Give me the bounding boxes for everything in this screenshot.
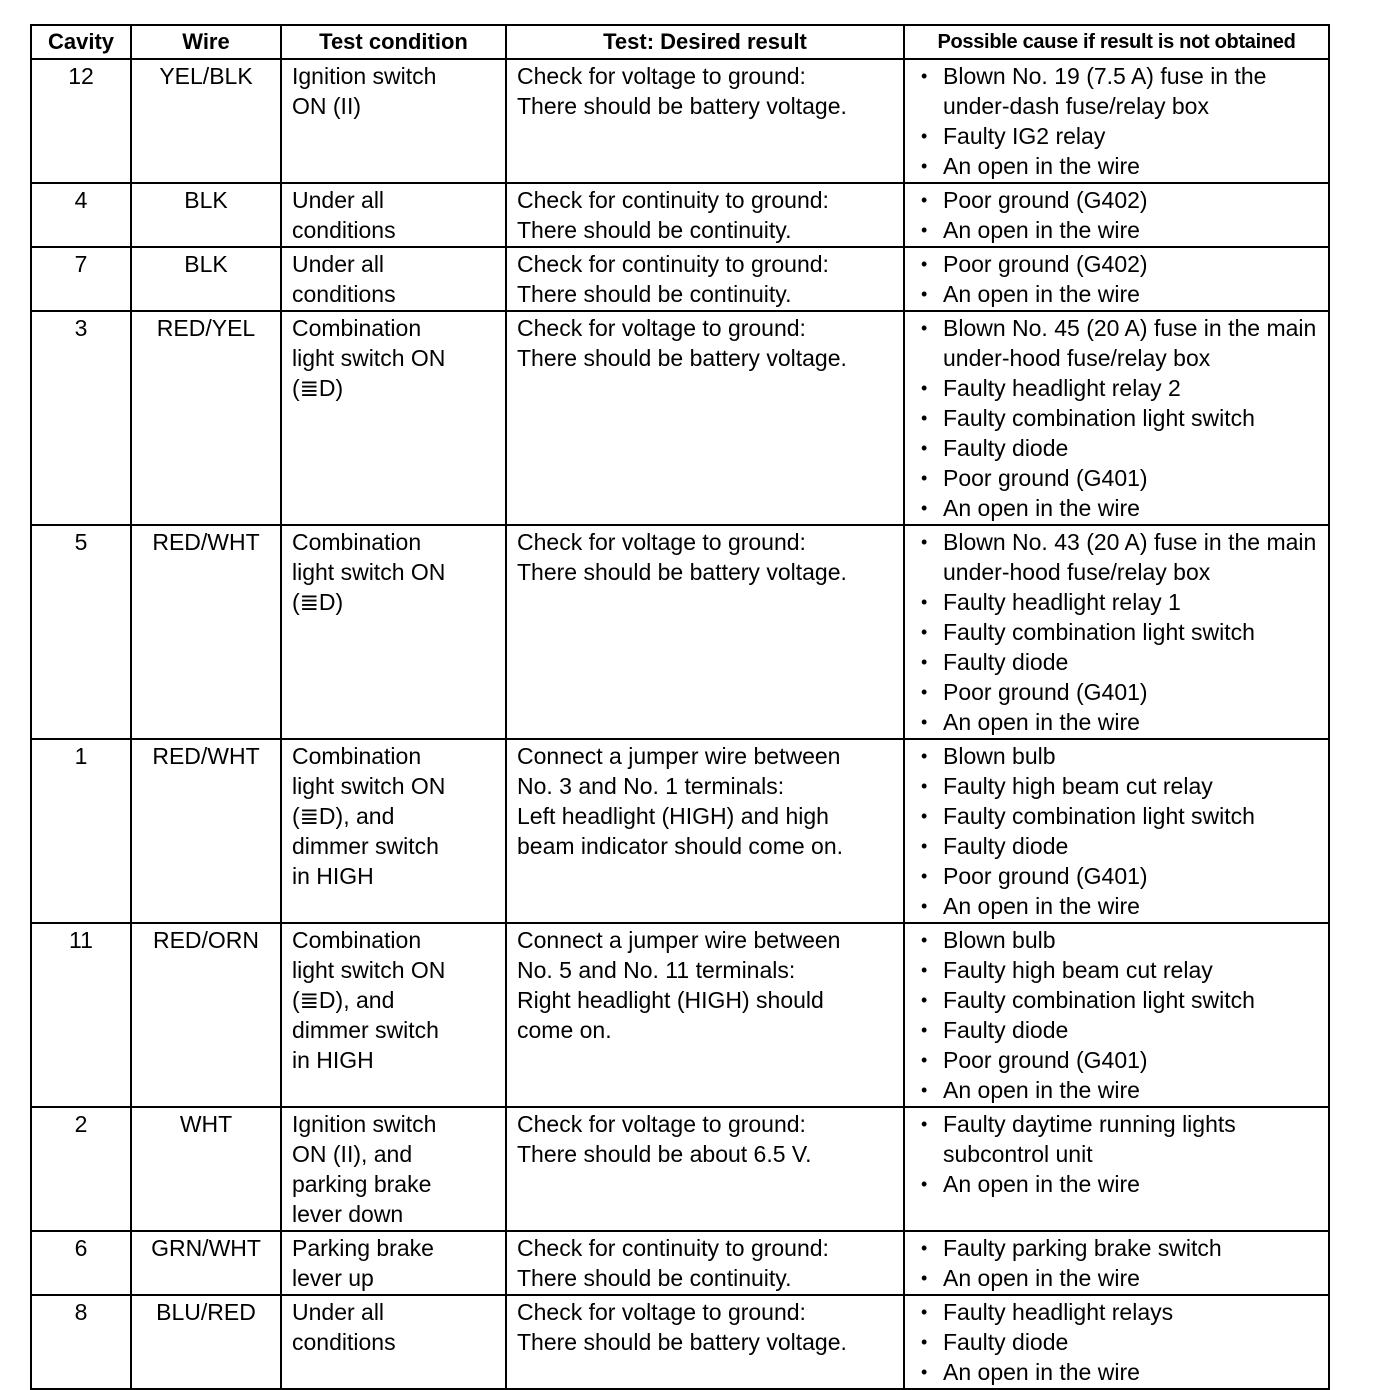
cause-item: • An open in the wire	[915, 1263, 1322, 1293]
cause-item: • Poor ground (G402)	[915, 185, 1322, 215]
cause-item: • An open in the wire	[915, 493, 1322, 523]
possible-cause-cell	[904, 923, 1329, 1107]
cause-item: • An open in the wire	[915, 1075, 1322, 1105]
cause-item: • Faulty diode	[915, 647, 1322, 677]
cause-item: • Blown No. 43 (20 A) fuse in the main under-hood fuse/relay box	[915, 527, 1322, 587]
wire-cell: RED/WHT	[131, 739, 281, 923]
table-row	[31, 525, 1329, 739]
cause-item: • Faulty diode	[915, 831, 1322, 861]
cavity-cell: 4	[31, 183, 131, 247]
desired-result-cell: Check for voltage to ground: There should be battery voltage.	[506, 525, 904, 739]
header-row	[31, 25, 1329, 59]
possible-cause-cell	[904, 247, 1329, 311]
cause-item: • An open in the wire	[915, 151, 1322, 181]
table-row	[31, 247, 1329, 311]
wire-cell: WHT	[131, 1107, 281, 1231]
test-condition-cell: Ignition switch ON (II)	[281, 59, 506, 183]
cavity-cell: 12	[31, 59, 131, 183]
cause-item: • An open in the wire	[915, 279, 1322, 309]
possible-cause-cell	[904, 1231, 1329, 1295]
table-row	[31, 923, 1329, 1107]
possible-cause-cell	[904, 59, 1329, 183]
wire-cell: RED/WHT	[131, 525, 281, 739]
cause-item: • An open in the wire	[915, 215, 1322, 245]
cause-item: • An open in the wire	[915, 707, 1322, 737]
possible-cause-cell	[904, 739, 1329, 923]
cavity-cell: 2	[31, 1107, 131, 1231]
cause-item: • Faulty parking brake switch	[915, 1233, 1322, 1263]
cause-item: • Faulty headlight relay 2	[915, 373, 1322, 403]
table-row	[31, 1107, 1329, 1231]
cause-item: • Faulty diode	[915, 1327, 1322, 1357]
cause-item: • Faulty headlight relays	[915, 1297, 1322, 1327]
cause-item: • Faulty combination light switch	[915, 985, 1322, 1015]
header-test-condition: Test condition	[281, 25, 506, 59]
table-row	[31, 1231, 1329, 1295]
desired-result-cell: Check for voltage to ground: There should be about 6.5 V.	[506, 1107, 904, 1231]
cause-item: • Faulty combination light switch	[915, 801, 1322, 831]
cause-item: • Poor ground (G401)	[915, 677, 1322, 707]
desired-result-cell: Check for continuity to ground: There should be continuity.	[506, 247, 904, 311]
cause-list	[915, 1109, 1322, 1199]
cause-item: • An open in the wire	[915, 1357, 1322, 1387]
desired-result-cell: Check for voltage to ground: There should be battery voltage.	[506, 59, 904, 183]
cavity-cell: 1	[31, 739, 131, 923]
cavity-cell: 7	[31, 247, 131, 311]
header-desired-result: Test: Desired result	[506, 25, 904, 59]
header-possible-cause: Possible cause if result is not obtained	[904, 25, 1329, 59]
possible-cause-cell	[904, 183, 1329, 247]
cause-list	[915, 1297, 1322, 1387]
test-condition-cell: Combination light switch ON (≣D)	[281, 525, 506, 739]
cause-list	[915, 925, 1322, 1105]
wire-cell: BLU/RED	[131, 1295, 281, 1389]
cause-list	[915, 527, 1322, 737]
cause-item: • Poor ground (G401)	[915, 1045, 1322, 1075]
cause-item: • Poor ground (G401)	[915, 861, 1322, 891]
table-row	[31, 739, 1329, 923]
cause-list	[915, 185, 1322, 245]
wire-cell: BLK	[131, 247, 281, 311]
wire-cell: RED/YEL	[131, 311, 281, 525]
cause-item: • Faulty combination light switch	[915, 403, 1322, 433]
wire-cell: BLK	[131, 183, 281, 247]
cause-item: • Faulty daytime running lights subcontrol unit	[915, 1109, 1322, 1169]
cause-list	[915, 1233, 1322, 1293]
test-condition-cell: Combination light switch ON (≣D)	[281, 311, 506, 525]
cavity-cell: 11	[31, 923, 131, 1107]
cause-item: • Poor ground (G402)	[915, 249, 1322, 279]
possible-cause-cell	[904, 1295, 1329, 1389]
desired-result-cell: Check for voltage to ground: There should be battery voltage.	[506, 1295, 904, 1389]
wire-cell: RED/ORN	[131, 923, 281, 1107]
desired-result-cell: Connect a jumper wire between No. 5 and No. 11 terminals: Right headlight (HIGH) should come on.	[506, 923, 904, 1107]
test-condition-cell: Under all conditions	[281, 1295, 506, 1389]
cavity-cell: 6	[31, 1231, 131, 1295]
desired-result-cell: Connect a jumper wire between No. 3 and No. 1 terminals: Left headlight (HIGH) and high beam indicator should come on.	[506, 739, 904, 923]
cavity-cell: 8	[31, 1295, 131, 1389]
cause-item: • Faulty combination light switch	[915, 617, 1322, 647]
cause-item: • An open in the wire	[915, 1169, 1322, 1199]
cause-item: • Blown bulb	[915, 741, 1322, 771]
cavity-cell: 5	[31, 525, 131, 739]
cause-item: • Faulty IG2 relay	[915, 121, 1322, 151]
wire-cell: GRN/WHT	[131, 1231, 281, 1295]
table-row	[31, 311, 1329, 525]
cause-item: • Blown No. 45 (20 A) fuse in the main under-hood fuse/relay box	[915, 313, 1322, 373]
cause-item: • Blown No. 19 (7.5 A) fuse in the under-dash fuse/relay box	[915, 61, 1322, 121]
cavity-cell: 3	[31, 311, 131, 525]
cause-item: • Faulty diode	[915, 1015, 1322, 1045]
cause-item: • Faulty headlight relay 1	[915, 587, 1322, 617]
cause-list	[915, 741, 1322, 921]
cause-list	[915, 249, 1322, 309]
cause-item: • Faulty high beam cut relay	[915, 771, 1322, 801]
desired-result-cell: Check for voltage to ground: There should be battery voltage.	[506, 311, 904, 525]
test-condition-cell: Parking brake lever up	[281, 1231, 506, 1295]
test-condition-cell: Ignition switch ON (II), and parking brake lever down	[281, 1107, 506, 1231]
table-row	[31, 59, 1329, 183]
test-condition-cell: Under all conditions	[281, 183, 506, 247]
desired-result-cell: Check for continuity to ground: There should be continuity.	[506, 183, 904, 247]
wire-cell: YEL/BLK	[131, 59, 281, 183]
desired-result-cell: Check for continuity to ground: There should be continuity.	[506, 1231, 904, 1295]
cause-item: • Faulty diode	[915, 433, 1322, 463]
troubleshooting-table-container	[30, 24, 1328, 1390]
header-wire: Wire	[131, 25, 281, 59]
troubleshooting-table	[30, 24, 1330, 1390]
cause-item: • An open in the wire	[915, 891, 1322, 921]
cause-item: • Blown bulb	[915, 925, 1322, 955]
test-condition-cell: Combination light switch ON (≣D), and dimmer switch in HIGH	[281, 923, 506, 1107]
possible-cause-cell	[904, 311, 1329, 525]
table-row	[31, 183, 1329, 247]
table-row	[31, 1295, 1329, 1389]
cause-item: • Poor ground (G401)	[915, 463, 1322, 493]
cause-list	[915, 61, 1322, 181]
possible-cause-cell	[904, 1107, 1329, 1231]
cause-item: • Faulty high beam cut relay	[915, 955, 1322, 985]
test-condition-cell: Under all conditions	[281, 247, 506, 311]
test-condition-cell: Combination light switch ON (≣D), and dimmer switch in HIGH	[281, 739, 506, 923]
cause-list	[915, 313, 1322, 523]
possible-cause-cell	[904, 525, 1329, 739]
header-cavity: Cavity	[31, 25, 131, 59]
